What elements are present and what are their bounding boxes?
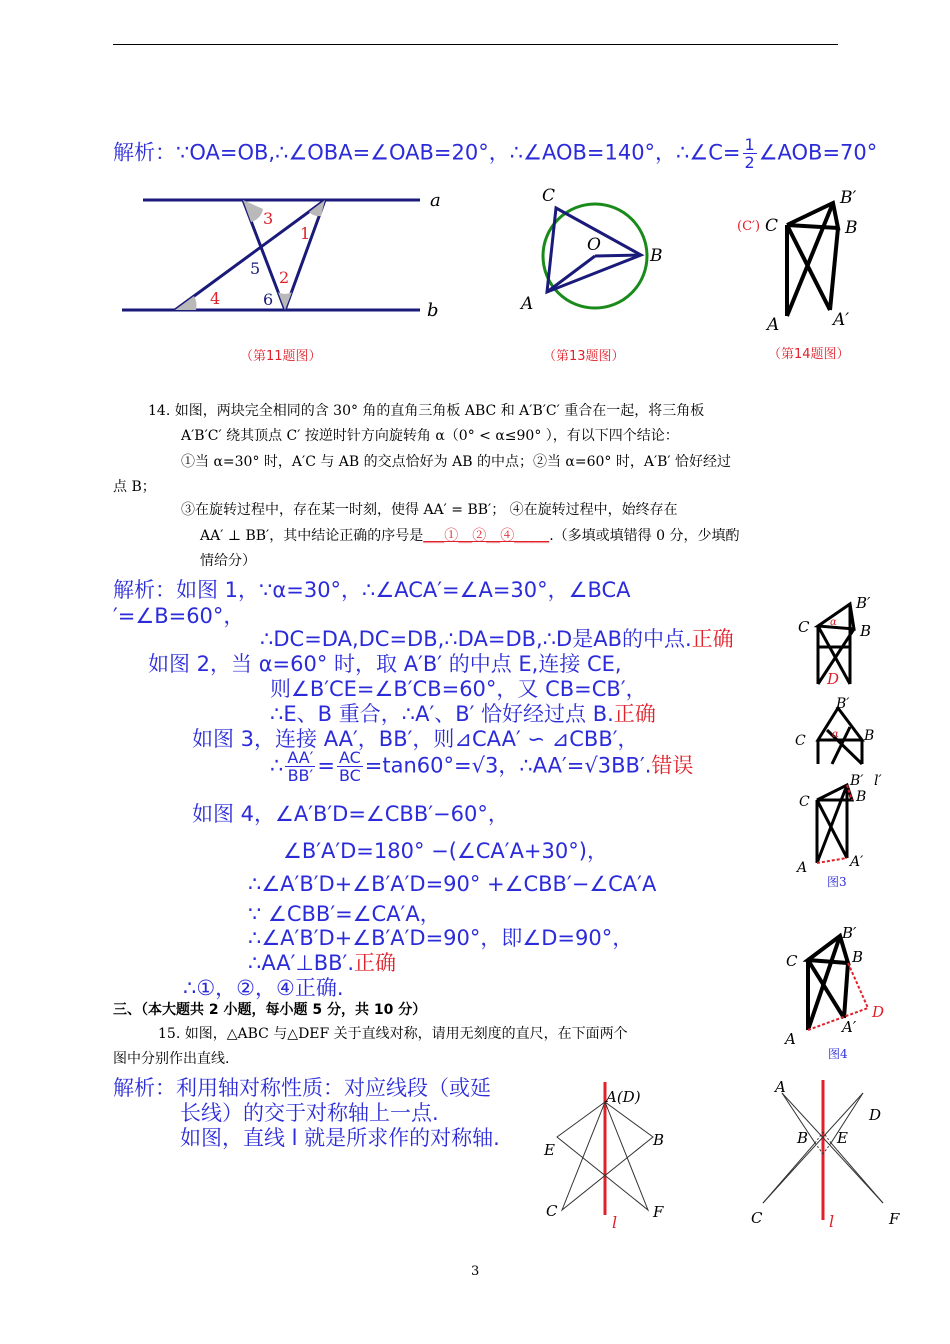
q15-line2: 图中分别作出直线. (113, 1051, 230, 1067)
figure-14 (735, 183, 875, 333)
sol14-l13: ∴∠A′B′D+∠B′A′D=90°，即∠D=90°， (248, 926, 634, 950)
svg-text:A(D): A(D) (606, 1088, 641, 1106)
svg-text:C: C (786, 952, 798, 970)
analysis-13 (113, 136, 877, 171)
sol14-l11: ∴∠A′B′D+∠B′A′D=90° +∠CBB′−∠CA′A (248, 872, 657, 896)
sol14-l3: ∴DC=DA,DC=DB,∴DA=DB,∴D是AB的中点.正确 (260, 627, 734, 651)
fig14-label-Bprime: B′ (840, 188, 857, 208)
fig11-caption: （第11题图） (240, 349, 322, 364)
sol14-l12: ∵ ∠CBB′=∠CA′A， (248, 902, 441, 926)
sol14-l6: ∴E、B 重合，∴A′、B′ 恰好经过点 B.正确 (270, 702, 656, 726)
svg-text:F: F (653, 1203, 664, 1221)
svg-text:B′: B′ (836, 696, 850, 712)
figure-15a (540, 1080, 680, 1230)
svg-text:l′: l′ (874, 773, 882, 789)
side-figure-2 (792, 692, 892, 767)
fig13-label-B: B (650, 246, 663, 266)
section-3-heading: 三、（本大题共 2 小题，每小题 5 分，共 10 分） (113, 1002, 427, 1018)
svg-text:B: B (852, 948, 864, 966)
page-number: 3 (471, 1264, 480, 1279)
figure-11 (110, 185, 450, 325)
svg-text:C: C (795, 733, 806, 749)
svg-text:C: C (798, 618, 810, 636)
q14-answer: ___①__②__④_____ (423, 528, 550, 544)
sol14-l1: 解析：如图 1，∵α=30°，∴∠ACA′=∠A=30°，∠BCA (113, 578, 631, 602)
sol14-l10: ∠B′A′D=180° −(∠CA′A+30°)， (283, 839, 608, 863)
fig14-label-A: A (767, 315, 780, 335)
svg-text:A′: A′ (850, 854, 864, 870)
header-rule (113, 44, 838, 45)
svg-text:B: B (797, 1129, 809, 1147)
svg-text:B: B (856, 789, 867, 805)
sol14-l9: 如图 4，∠A′B′D=∠CBB′−60°， (192, 802, 509, 826)
fraction-half: $\frac{1}{2}$ (744, 135, 755, 172)
svg-text:l: l (612, 1213, 618, 1232)
svg-text:D: D (827, 670, 840, 688)
svg-text:D: D (872, 1003, 885, 1021)
q14-line5: ③在旋转过程中，存在某一时刻，使得 AA′ = BB′； ④在旋转过程中，始终存在 (181, 502, 678, 518)
sol14-l4: 如图 2，当 α=60° 时，取 A′B′ 的中点 E,连接 CE, (148, 652, 622, 676)
fig11-angle-3: 3 (263, 209, 274, 228)
q14-line3: ①当 α=30° 时，A′C 与 AB 的交点恰好为 AB 的中点；②当 α=60° 时，A′B′ 恰好经过 (181, 454, 732, 470)
sol14-l2: ′=∠B=60°， (113, 604, 245, 628)
fig11-label-a: a (430, 190, 441, 211)
fig11-angle-2: 2 (279, 268, 290, 287)
svg-text:E: E (544, 1141, 555, 1159)
fig13-caption: （第13题图） (543, 349, 625, 364)
svg-text:A: A (785, 1030, 796, 1048)
svg-text:α: α (830, 617, 837, 628)
fig14-caption: （第14题图） (768, 347, 850, 362)
q14-line1: 14. 如图，两块完全相同的含 30° 角的直角三角板 ABC 和 A′B′C′ 重合在一起，将三角板 (148, 403, 705, 419)
sol14-l7: 如图 3，连接 AA′，BB′，则⊿CAA′ ∽ ⊿CBB′， (192, 727, 639, 751)
fig14-label-Cprime-paren: (C′) (737, 219, 761, 234)
sol14-l15: ∴①，②，④正确. (183, 976, 344, 1000)
svg-text:B: B (653, 1131, 665, 1149)
q14-line2: A′B′C′ 绕其顶点 C′ 按逆时针方向旋转角 α（0° < α≤90° ），有以下四个结论： (181, 428, 679, 444)
fig11-angle-6: 6 (263, 290, 274, 309)
q14-line7: 情给分） (200, 553, 256, 569)
sol14-l8: ∴ $\frac{AA'}{BB'}$ = $\frac{AC}{BC}$ =tan60°=√3，∴AA′=√3BB′.错误 (270, 748, 694, 785)
sol14-l14: ∴AA′⊥BB′.正确 (248, 951, 396, 975)
svg-text:α: α (832, 729, 839, 740)
q15-line1: 15. 如图，△ABC 与△DEF 关于直线对称，请用无刻度的直尺，在下面两个 (158, 1026, 628, 1042)
svg-text:A′: A′ (842, 1018, 857, 1036)
figure-13 (515, 180, 675, 320)
fig11-angle-5: 5 (250, 259, 261, 278)
fig13-label-O: O (587, 235, 601, 255)
analysis-label: 解析： (113, 140, 176, 165)
svg-text:C: C (546, 1202, 558, 1220)
analysis-part1: ∵OA=OB,∴∠OBA=∠OAB=20°，∴∠AOB=140°，∴∠C= (176, 140, 741, 165)
svg-text:B: B (860, 622, 872, 640)
svg-text:E: E (837, 1129, 848, 1147)
svg-text:D: D (869, 1106, 882, 1124)
svg-text:B′: B′ (850, 773, 864, 789)
svg-text:B′: B′ (856, 594, 871, 612)
sol15-l1: 解析：利用轴对称性质：对应线段（或延 (113, 1076, 491, 1100)
analysis-part2: ∠AOB=70° (758, 140, 878, 165)
fig11-angle-1: 1 (300, 224, 311, 243)
fig13-label-A: A (521, 294, 534, 314)
q14-line4: 点 B； (113, 479, 156, 495)
fig14-label-Aprime: A′ (833, 310, 850, 330)
svg-text:C: C (799, 794, 810, 810)
sol14-l5: 则∠B′CE=∠B′CB=60°，又 CB=CB′， (270, 677, 647, 701)
fig14-label-B: B (845, 218, 858, 238)
svg-text:C: C (751, 1209, 763, 1227)
fig11-angle-4: 4 (210, 289, 221, 308)
svg-text:B′: B′ (842, 924, 857, 942)
side-figure-3 (792, 768, 892, 890)
fig14-label-C: C (765, 216, 779, 236)
q14-line6: AA′ ⊥ BB′，其中结论正确的序号是___①__②__④_____.（多填或填错得 0 分，少填酌 (200, 528, 740, 544)
svg-text:A: A (775, 1078, 786, 1096)
side-figure-1 (792, 592, 892, 692)
svg-text:A: A (797, 860, 808, 876)
sol15-l3: 如图，直线 l 就是所求作的对称轴. (180, 1126, 500, 1150)
svg-text:图3: 图3 (827, 875, 847, 889)
svg-text:图4: 图4 (828, 1047, 848, 1061)
sol15-l2: 长线）的交于对称轴上一点. (180, 1101, 439, 1125)
side-figure-4 (780, 918, 900, 1068)
svg-text:F: F (889, 1210, 900, 1228)
svg-text:B: B (864, 728, 875, 744)
svg-text:l: l (829, 1212, 835, 1231)
figure-15b (745, 1075, 915, 1235)
fig11-label-b: b (427, 300, 439, 321)
fig13-label-C: C (542, 186, 556, 206)
